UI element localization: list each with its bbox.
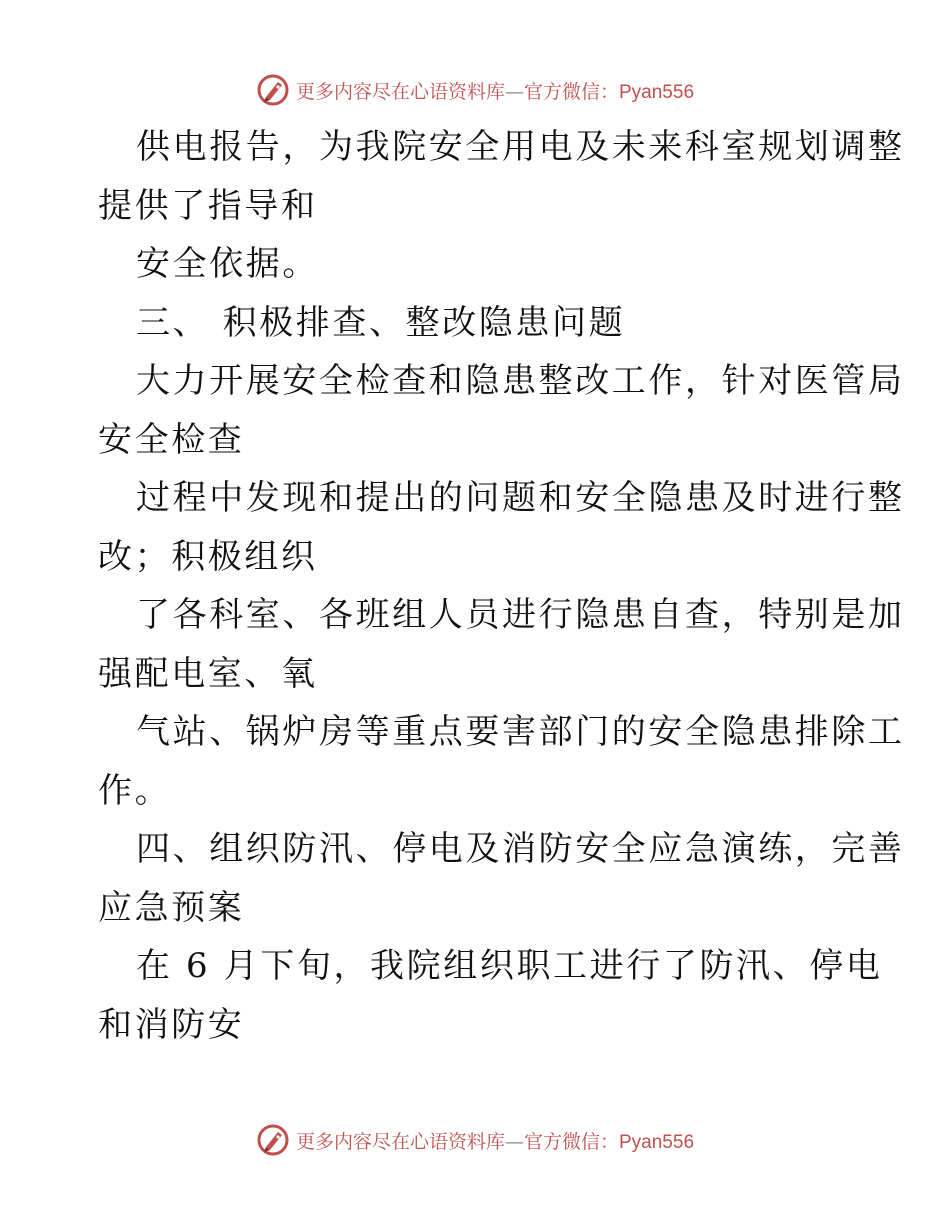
text-line: 强配电室、氧 [98,653,318,694]
footer-banner [0,1120,950,1160]
text-line: 了各科室、各班组人员进行隐患自查，特别是加 [136,595,905,635]
footer-wechat-label: 官方微信： [523,1130,619,1153]
text-line: 供电报告，为我院安全用电及未来科室规划调整 [136,127,905,167]
text-line: 改；积极组织 [98,536,318,577]
text-line: 气站、锅炉房等重点要害部门的安全隐患排除工 [136,712,905,752]
header-banner-inner [256,73,694,107]
text-line: 安全检查 [98,419,245,460]
header-banner-text [296,77,694,104]
text-line: 大力开展安全检查和隐患整改工作，针对医管局 [136,361,905,401]
text-line: 安全依据。 [136,244,319,284]
text-line: 作。 [98,770,172,811]
footer-wechat-id: Pyan556 [619,1131,695,1153]
text-line: 过程中发现和提出的问题和安全隐患及时进行整 [136,478,905,518]
header-banner [0,70,950,110]
header-site-text: 更多内容尽在心语资料库 [295,80,505,103]
text-line: 四、组织防汛、停电及消防安全应急演练，完善 [136,829,905,869]
header-dash: — [504,80,524,103]
text-line: 和消防安 [98,1004,245,1045]
footer-dash: — [504,1130,524,1153]
text-line: 提供了指导和 [98,185,318,226]
pen-nib-logo-icon [256,1123,290,1157]
document-body [98,118,905,1054]
footer-banner-text [296,1127,694,1154]
text-line: 应急预案 [98,887,245,928]
footer-banner-inner [256,1123,694,1157]
pen-nib-logo-icon [256,73,290,107]
header-wechat-label: 官方微信： [523,80,619,103]
text-line: 在 6 月下旬，我院组织职工进行了防汛、停电 [136,946,883,986]
footer-site-text: 更多内容尽在心语资料库 [295,1130,505,1153]
text-line: 三、 积极排查、整改隐患问题 [136,302,626,343]
header-wechat-id: Pyan556 [619,81,695,103]
